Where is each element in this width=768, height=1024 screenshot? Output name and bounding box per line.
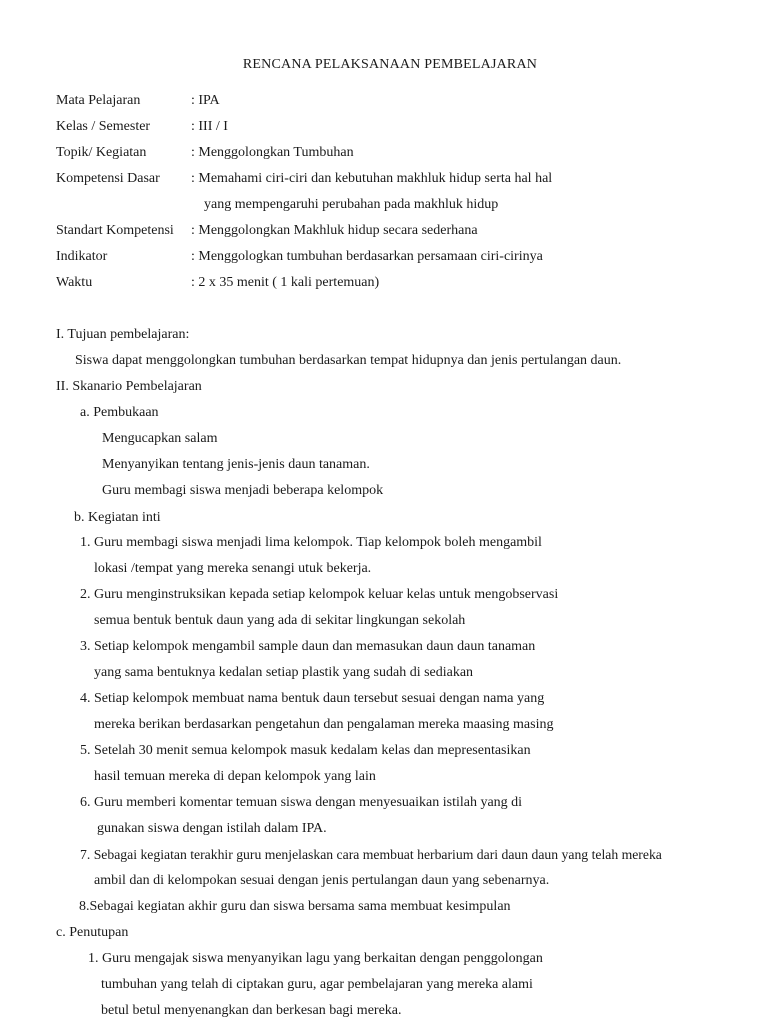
value-standart-kompetensi: : Menggolongkan Makhluk hidup secara sederhana — [191, 223, 478, 238]
inti-line: 7. Sebagai kegiatan terakhir guru menjelaskan cara membuat herbarium dari daun daun yang telah mereka — [80, 847, 662, 862]
label-kelas-semester: Kelas / Semester — [56, 119, 151, 134]
kegiatan-inti-heading: b. Kegiatan inti — [74, 510, 161, 525]
pembukaan-item: Guru membagi siswa menjadi beberapa kelompok — [102, 483, 384, 498]
label-kompetensi-dasar: Kompetensi Dasar — [56, 171, 160, 186]
penutupan-line: tumbuhan yang telah di ciptakan guru, agar pembelajaran yang mereka alami — [101, 977, 533, 992]
value-indikator: : Menggologkan tumbuhan berdasarkan persamaan ciri-cirinya — [191, 249, 543, 264]
inti-line: gunakan siswa dengan istilah dalam IPA. — [97, 821, 327, 836]
section-tujuan-heading: I. Tujuan pembelajaran: — [56, 327, 190, 342]
penutupan-line: 1. Guru mengajak siswa menyanyikan lagu yang berkaitan dengan penggolongan — [88, 951, 543, 966]
inti-line: 8.Sebagai kegiatan akhir guru dan siswa bersama sama membuat kesimpulan — [79, 899, 511, 914]
penutupan-line: betul betul menyenangkan dan berkesan bagi mereka. — [101, 1003, 402, 1018]
label-topik: Topik/ Kegiatan — [56, 145, 147, 160]
tujuan-text: Siswa dapat menggolongkan tumbuhan berdasarkan tempat hidupnya dan jenis pertulangan daun. — [75, 353, 622, 368]
label-mata-pelajaran: Mata Pelajaran — [56, 93, 141, 108]
value-kelas-semester: : III / I — [191, 119, 228, 134]
inti-line: 6. Guru memberi komentar temuan siswa dengan menyesuaikan istilah yang di — [80, 795, 523, 810]
inti-line: yang sama bentuknya kedalan setiap plastik yang sudah di sediakan — [94, 665, 474, 680]
pembukaan-item: Mengucapkan salam — [102, 431, 218, 446]
inti-line: 2. Guru menginstruksikan kepada setiap kelompok keluar kelas untuk mengobservasi — [80, 587, 559, 602]
inti-line: semua bentuk bentuk daun yang ada di sekitar lingkungan sekolah — [94, 613, 466, 628]
label-standart-kompetensi: Standart Kompetensi — [56, 223, 174, 238]
inti-line: hasil temuan mereka di depan kelompok yang lain — [94, 769, 376, 784]
value-kompetensi-dasar: : Memahami ciri-ciri dan kebutuhan makhluk hidup serta hal hal — [191, 171, 553, 186]
pembukaan-item: Menyanyikan tentang jenis-jenis daun tanaman. — [102, 457, 370, 472]
inti-line: mereka berikan berdasarkan pengetahun dan pengalaman mereka maasing masing — [94, 717, 554, 732]
value-waktu: : 2 x 35 menit ( 1 kali pertemuan) — [191, 275, 380, 290]
value-topik: : Menggolongkan Tumbuhan — [191, 145, 354, 160]
value-mata-pelajaran: : IPA — [191, 93, 220, 108]
inti-line: 1. Guru membagi siswa menjadi lima kelompok. Tiap kelompok boleh mengambil — [80, 535, 542, 550]
pembukaan-heading: a. Pembukaan — [80, 405, 159, 420]
label-indikator: Indikator — [56, 249, 108, 264]
inti-line: lokasi /tempat yang mereka senangi utuk bekerja. — [94, 561, 372, 576]
value-kompetensi-dasar-cont: yang mempengaruhi perubahan pada makhluk hidup — [204, 197, 499, 212]
inti-line: 4. Setiap kelompok membuat nama bentuk daun tersebut sesuai dengan nama yang — [80, 691, 545, 706]
document-title: RENCANA PELAKSANAAN PEMBELAJARAN — [242, 57, 538, 72]
inti-line: 3. Setiap kelompok mengambil sample daun dan memasukan daun daun tanaman — [80, 639, 536, 654]
inti-line: ambil dan di kelompokan sesuai dengan jenis pertulangan daun yang sebenarnya. — [94, 873, 550, 888]
penutupan-heading: c. Penutupan — [56, 925, 129, 940]
section-skenario-heading: II. Skanario Pembelajaran — [56, 379, 202, 394]
label-waktu: Waktu — [56, 275, 93, 290]
inti-line: 5. Setelah 30 menit semua kelompok masuk kedalam kelas dan mepresentasikan — [80, 743, 531, 758]
